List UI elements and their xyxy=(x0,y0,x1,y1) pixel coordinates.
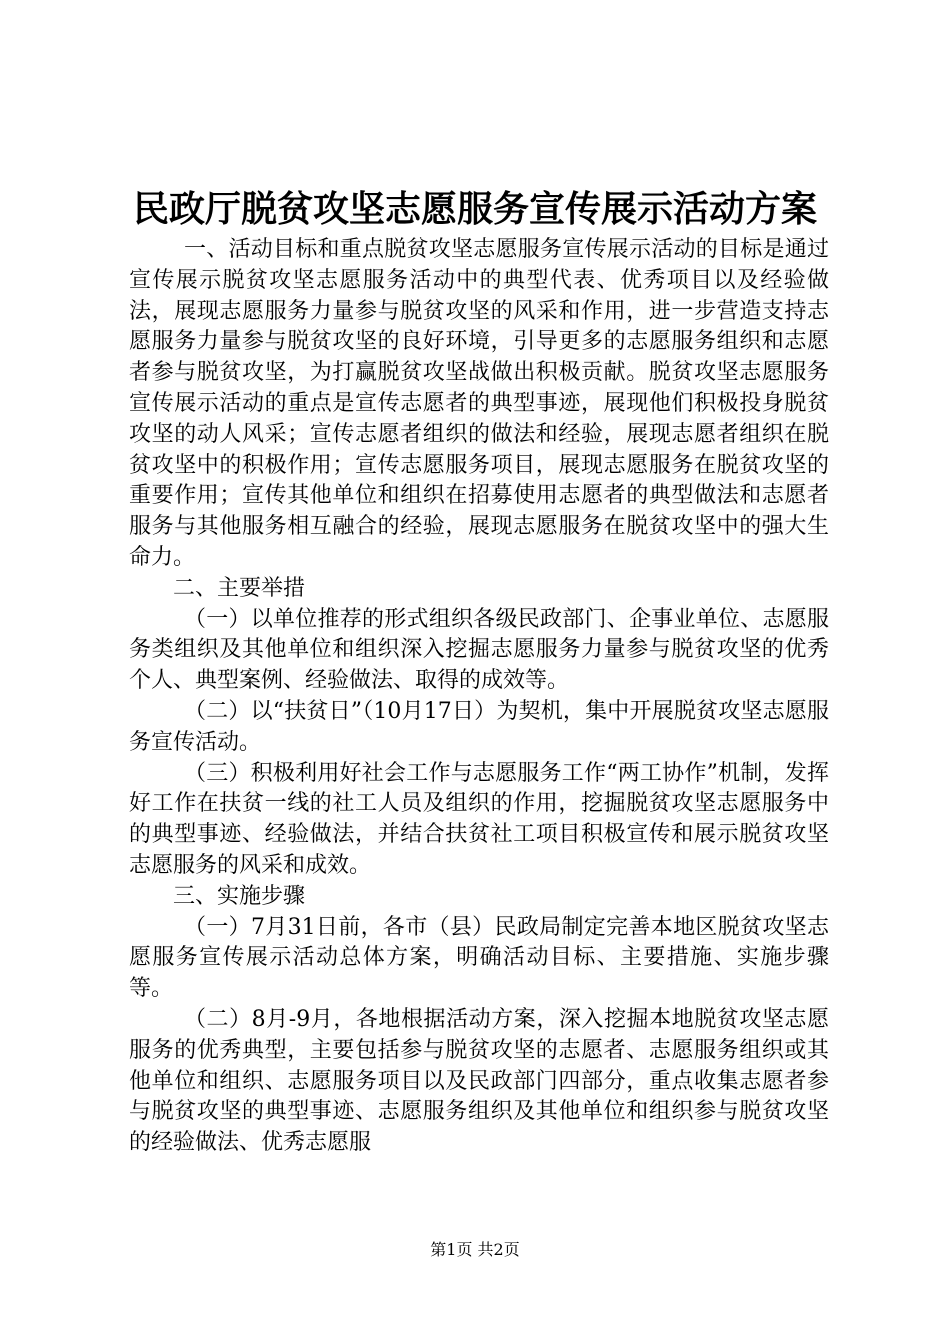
paragraph-step-2: （二）8月-9月，各地根据活动方案，深入挖掘本地脱贫攻坚志愿服务的优秀典型，主要包括参与脱贫攻坚的志愿者、志愿服务组织或其他单位和组织、志愿服务项目以及民政部门四部分，重点收集志愿者参与脱贫攻坚的典型事迹、志愿服务组织及其他单位和组织参与脱贫攻坚的经验做法、优秀志愿服 xyxy=(129,1006,829,1156)
page-footer: 第1页 共2页 xyxy=(430,1240,520,1259)
document-body xyxy=(129,235,829,1159)
heading-implementation-steps: 三、实施步骤 xyxy=(173,883,306,909)
paragraph-measure-2: （二）以“扶贫日”（10月17日）为契机，集中开展脱贫攻坚志愿服务宣传活动。 xyxy=(129,698,829,755)
paragraph-goals: 一、活动目标和重点脱贫攻坚志愿服务宣传展示活动的目标是通过宣传展示脱贫攻坚志愿服务活动中的典型代表、优秀项目以及经验做法，展现志愿服务力量参与脱贫攻坚的风采和作用，进一步营造支持志愿服务力量参与脱贫攻坚的良好环境，引导更多的志愿服务组织和志愿者参与脱贫攻坚，为打赢脱贫攻坚战做出积极贡献。脱贫攻坚志愿服务宣传展示活动的重点是宣传志愿者的典型事迹，展现他们积极投身脱贫攻坚的动人风采；宣传志愿者组织的做法和经验，展现志愿者组织在脱贫攻坚中的积极作用；宣传志愿服务项目，展现志愿服务在脱贫攻坚的重要作用；宣传其他单位和组织在招募使用志愿者的典型做法和志愿者服务与其他服务相互融合的经验，展现志愿服务在脱贫攻坚中的强大生命力。 xyxy=(129,237,829,570)
document-title: 民政厅脱贫攻坚志愿服务宣传展示活动方案 xyxy=(132,188,817,230)
heading-main-measures: 二、主要举措 xyxy=(173,575,306,601)
paragraph-step-1: （一）7月31日前，各市（县）民政局制定完善本地区脱贫攻坚志愿服务宣传展示活动总体方案，明确活动目标、主要措施、实施步骤等。 xyxy=(129,914,829,1002)
paragraph-measure-3: （三）积极利用好社会工作与志愿服务工作“两工协作”机制，发挥好工作在扶贫一线的社工人员及组织的作用，挖掘脱贫攻坚志愿服务中的典型事迹、经验做法，并结合扶贫社工项目积极宣传和展示脱贫攻坚志愿服务的风采和成效。 xyxy=(129,760,829,878)
paragraph-measure-1: （一）以单位推荐的形式组织各级民政部门、企事业单位、志愿服务类组织及其他单位和组织深入挖掘志愿服务力量参与脱贫攻坚的优秀个人、典型案例、经验做法、取得的成效等。 xyxy=(129,606,829,694)
